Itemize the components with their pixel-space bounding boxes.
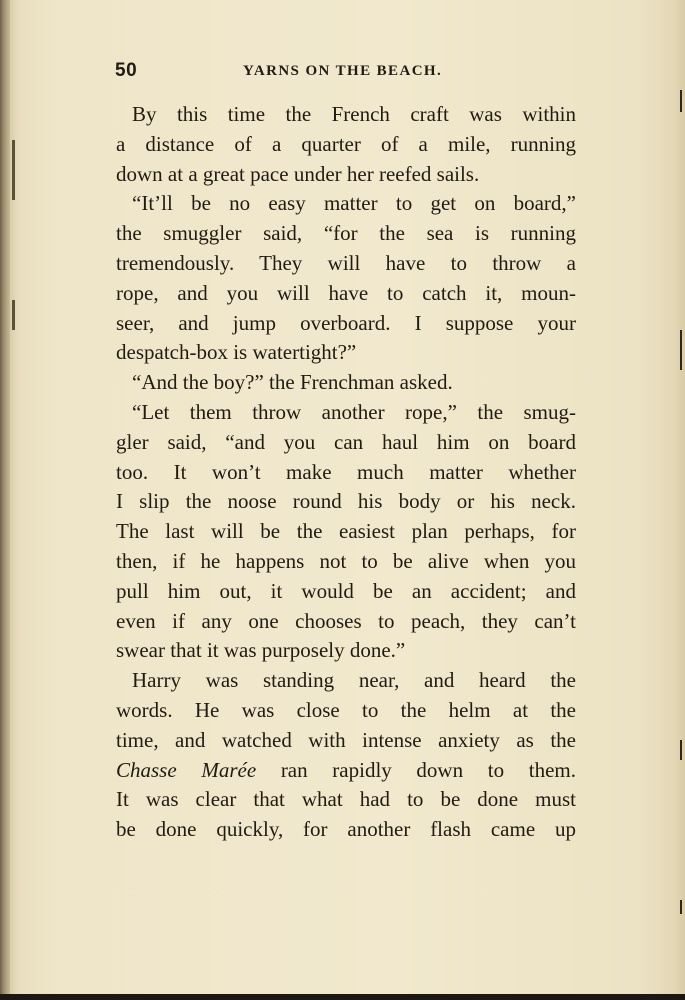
- text-line: It was clear that what had to be done must: [116, 787, 576, 812]
- page-header: [115, 60, 575, 84]
- book-spine-shadow: [0, 0, 10, 1000]
- page-number: 50: [115, 60, 138, 81]
- spine-mark: [12, 300, 15, 330]
- page-bottom-edge: [0, 994, 685, 1000]
- text-line: I slip the noose round his body or his neck.: [116, 489, 576, 514]
- spine-mark: [12, 140, 15, 200]
- text-line: gler said, “and you can haul him on board: [116, 429, 576, 454]
- text-line: Harry was standing near, and heard the: [132, 668, 576, 693]
- text-line: By this time the French craft was within: [132, 102, 576, 126]
- text-line: pull him out, it would be an accident; and: [116, 578, 576, 603]
- text-fragment: ran rapidly down to them.: [256, 757, 577, 782]
- text-line: even if any one chooses to peach, they can’t: [116, 608, 576, 633]
- text-line: rope, and you will have to catch it, moun-: [116, 280, 576, 305]
- text-line: “Let them throw another rope,” the smug-: [132, 399, 576, 424]
- text-line: swear that it was purposely done.”: [116, 638, 406, 663]
- text-line: too. It won’t make much matter whether: [116, 459, 576, 484]
- text-line-with-italic: [116, 756, 576, 786]
- text-line: time, and watched with intense anxiety as the: [116, 727, 576, 752]
- text-line: “It’ll be no easy matter to get on board,”: [132, 191, 576, 216]
- text-line: seer, and jump overboard. I suppose your: [116, 310, 576, 335]
- edge-mark: [680, 90, 682, 112]
- text-line: tremendously. They will have to throw a: [116, 250, 576, 275]
- text-line: despatch-box is watertight?”: [116, 340, 357, 365]
- text-line: a distance of a quarter of a mile, running: [116, 131, 576, 156]
- text-line: words. He was close to the helm at the: [116, 697, 576, 722]
- text-line: down at a great pace under her reefed sails.: [116, 161, 480, 186]
- edge-mark: [680, 330, 682, 370]
- body-text: [116, 100, 576, 845]
- text-line: The last will be the easiest plan perhaps, for: [116, 519, 576, 544]
- text-line: the smuggler said, “for the sea is running: [116, 221, 576, 246]
- text-line: be done quickly, for another flash came up: [116, 817, 576, 842]
- running-head: YARNS ON THE BEACH.: [243, 63, 443, 79]
- ship-name: Chasse Marée: [116, 757, 257, 782]
- edge-mark: [680, 740, 682, 760]
- text-line: “And the boy?” the Frenchman asked.: [132, 370, 453, 395]
- edge-mark: [680, 900, 682, 914]
- text-line: then, if he happens not to be alive when you: [116, 548, 576, 573]
